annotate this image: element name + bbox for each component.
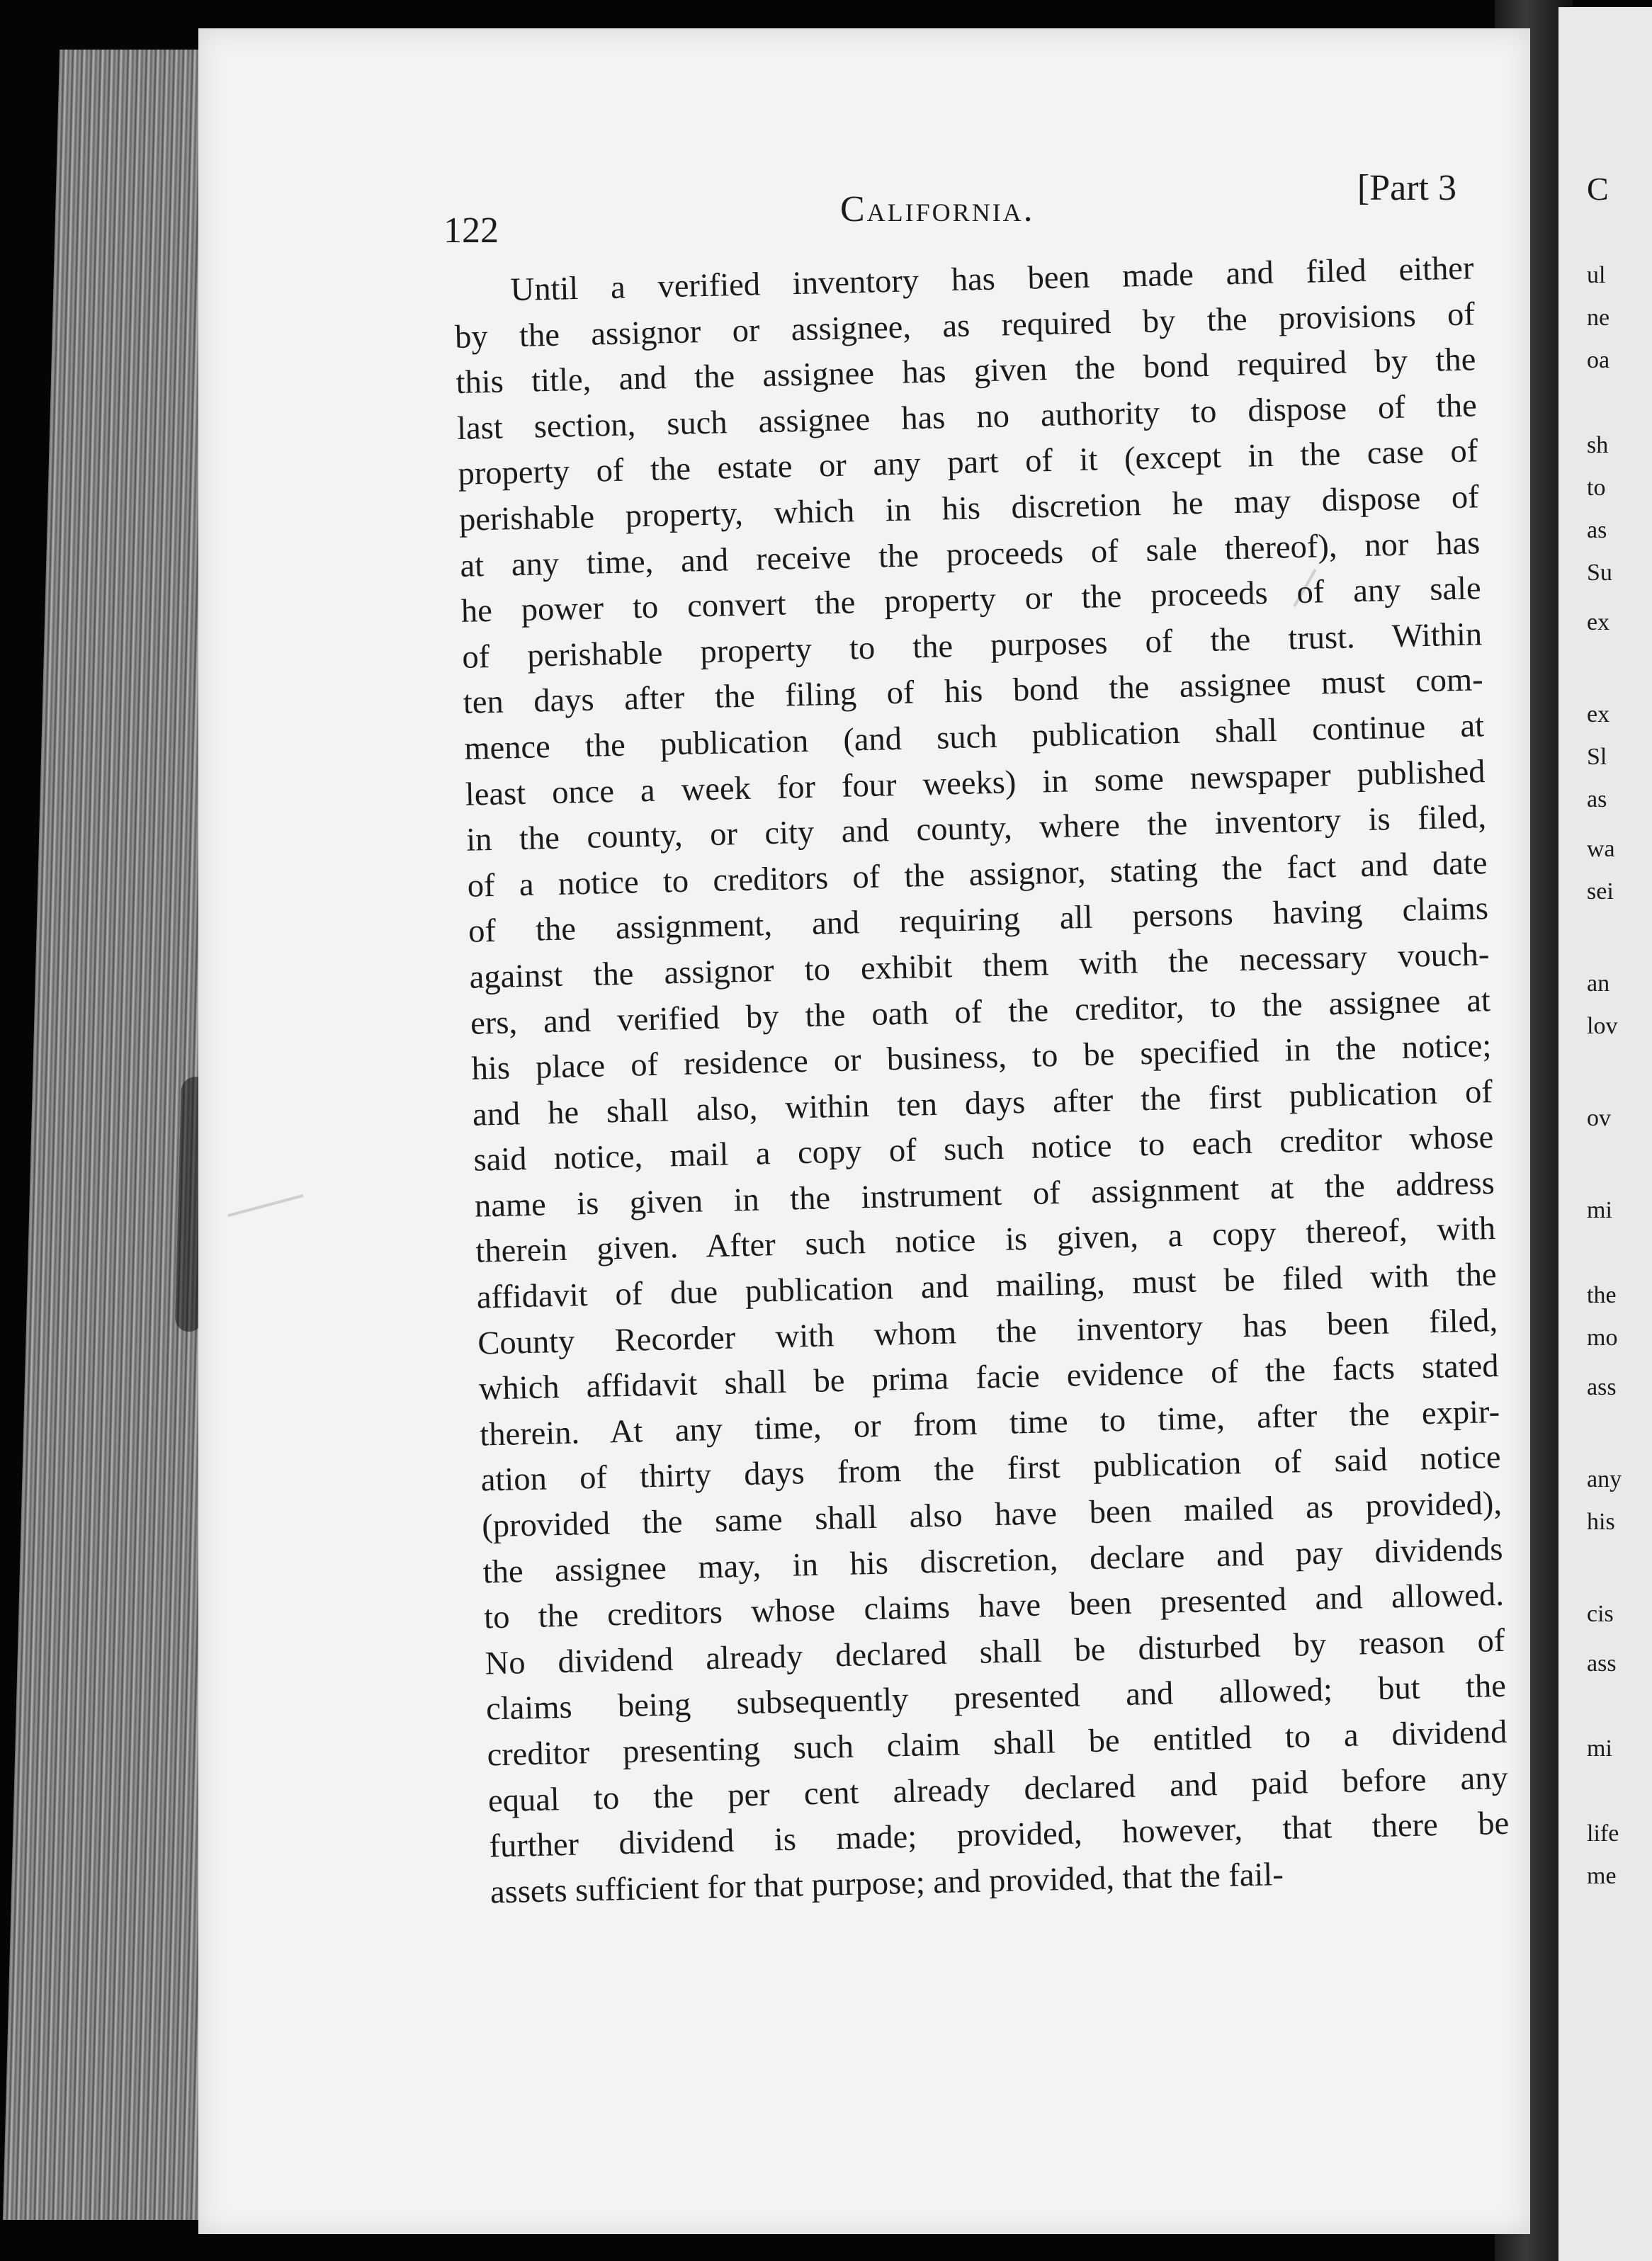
next-page-fragment: as [1587, 786, 1607, 812]
next-page-fragment: the [1587, 1282, 1617, 1308]
text-line: therein. At any time, or from time to time, after the expir- [479, 1393, 1500, 1454]
next-page-fragment: to [1587, 475, 1606, 501]
next-page-fragment: as [1587, 517, 1607, 543]
text-line: ers, and verified by the oath of the creditor, to the assignee at [470, 982, 1491, 1042]
part-label: [Part 3 [1357, 168, 1456, 208]
text-line: County Recorder with whom the inventory has been filed, [477, 1302, 1498, 1362]
next-page-fragment: sei [1587, 878, 1614, 905]
next-page-fragment: mi [1587, 1735, 1612, 1762]
next-page-fragment: ul [1587, 262, 1606, 288]
text-line: of the assignment, and requiring all persons having claims [468, 890, 1489, 951]
next-page-fragment: C [1587, 171, 1609, 207]
text-line: and he shall also, within ten days after the first publication of [472, 1073, 1493, 1133]
text-line: claims being subsequently presented and allowed; but the [485, 1668, 1507, 1728]
next-page-fragment: lov [1587, 1013, 1618, 1039]
text-line: which affidavit shall be prima facie evidence of the facts stated [478, 1348, 1500, 1407]
text-line: name is given in the instrument of assignment at the address [474, 1164, 1495, 1225]
page-number: 122 [443, 210, 499, 251]
text-line: Until a verified inventory has been made and filed either [510, 250, 1474, 309]
text-line: mence the publication (and such publication shall continue at [463, 708, 1485, 767]
next-page-fragment: sh [1587, 432, 1609, 458]
next-page-fragment: mi [1587, 1197, 1612, 1223]
text-line: at any time, and receive the proceeds of sale thereof), nor has [459, 524, 1481, 584]
next-page-fragment: ne [1587, 305, 1610, 331]
text-line: in the county, or city and county, where the inventory is filed, [465, 799, 1487, 858]
text-line: further dividend is made; provided, however, that there be [488, 1805, 1510, 1865]
next-page-fragment: life [1587, 1820, 1619, 1847]
next-page-fragment: mo [1587, 1325, 1618, 1351]
text-line: ten days after the filing of his bond the assignee must com- [463, 662, 1484, 722]
text-line: said notice, mail a copy of such notice to each creditor whose [473, 1119, 1494, 1179]
next-page-fragment: ass [1587, 1650, 1617, 1677]
text-line: least once a week for four weeks) in some newspaper published [465, 753, 1486, 813]
text-line: assets sufficient for that purpose; and provided, that the fail- [490, 1856, 1284, 1911]
next-page-fragment: cis [1587, 1601, 1614, 1627]
next-page-edge [1558, 7, 1652, 2261]
next-page-fragment: any [1587, 1466, 1622, 1492]
next-page-fragment: ex [1587, 609, 1610, 635]
body-text [453, 246, 1510, 1915]
text-line: perishable property, which in his discretion he may dispose of [458, 479, 1480, 538]
next-page-fragment: his [1587, 1509, 1615, 1535]
text-line: creditor presenting such claim shall be entitled to a dividend [487, 1713, 1507, 1774]
text-line: to the creditors whose claims have been presented and allowed. [483, 1577, 1505, 1636]
text-line: of a notice to creditors of the assignor, stating the fact and date [467, 844, 1488, 905]
next-page-fragment: Sl [1587, 744, 1607, 770]
text-line: last section, such assignee has no authority to dispose of the [456, 387, 1478, 447]
running-head: California. [840, 189, 1035, 230]
text-line: affidavit of due publication and mailing, must be filed with the [476, 1257, 1498, 1316]
text-line: (provided the same shall also have been mailed as provided), [481, 1485, 1503, 1545]
text-line: the assignee may, in his discretion, declare and pay dividends [482, 1531, 1503, 1591]
next-page-fragment: Su [1587, 560, 1612, 586]
text-line: property of the estate or any part of it (except in the case of [457, 433, 1478, 493]
text-line: against the assignor to exhibit them with the necessary vouch- [469, 936, 1490, 996]
text-line: he power to convert the property or the proceeds of any sale [460, 570, 1482, 630]
text-line: his place of residence or business, to be specified in the notice; [471, 1028, 1492, 1087]
page-header [443, 167, 1456, 251]
text-line: ation of thirty days from the first publication of said notice [480, 1439, 1502, 1499]
next-page-fragment: wa [1587, 836, 1615, 862]
next-page-fragment: oa [1587, 347, 1610, 373]
next-page-fragment: an [1587, 970, 1610, 997]
next-page-fragment: me [1587, 1863, 1617, 1889]
text-line: equal to the per cent already declared and paid before any [487, 1760, 1509, 1820]
text-line: No dividend already declared shall be disturbed by reason of [485, 1622, 1505, 1682]
scratch-mark [227, 1194, 303, 1217]
next-page-fragment: ex [1587, 701, 1610, 727]
text-line: this title, and the assignee has given the bond required by the [456, 341, 1476, 402]
text-line: by the assignor or assignee, as required by the provisions of [454, 295, 1476, 356]
text-line: of perishable property to the purposes of the trust. Within [461, 616, 1483, 676]
next-page-fragment: ov [1587, 1105, 1611, 1131]
text-line: therein given. After such notice is given, a copy thereof, with [475, 1211, 1496, 1271]
next-page-fragment: ass [1587, 1374, 1617, 1400]
